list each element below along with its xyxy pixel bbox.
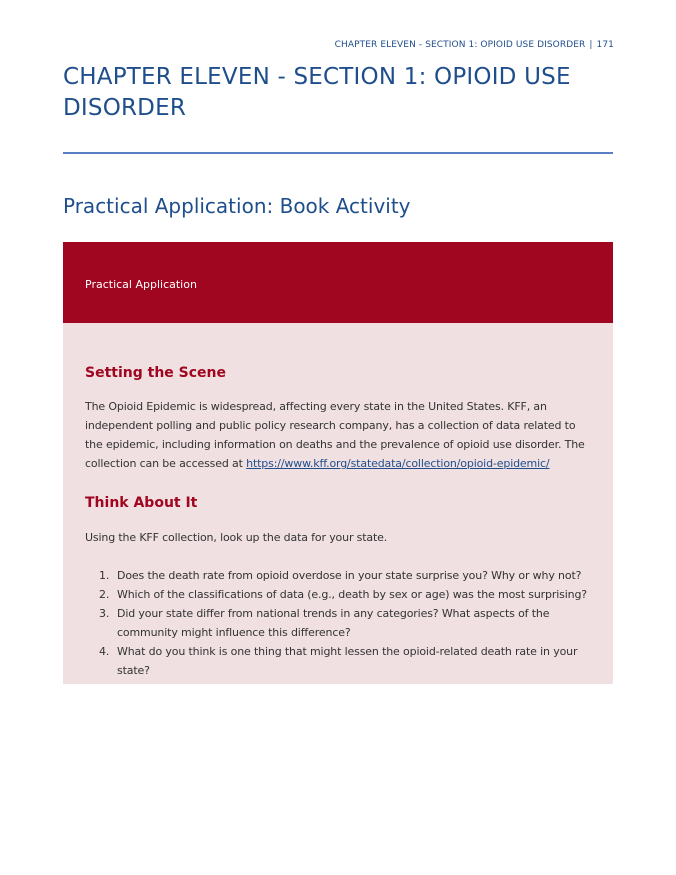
textbox-header bbox=[63, 242, 613, 323]
list-item bbox=[85, 604, 595, 642]
title-divider bbox=[63, 152, 613, 154]
scene-text: The Opioid Epidemic is widespread, affecting every state in the United States. KFF, an independent polling and public policy research company, has a collection of data related to the epidemic, including information on deaths and the prevalence of opioid use disorder. The collection can be accessed at bbox=[85, 400, 585, 470]
list-item-number: 4. bbox=[99, 645, 110, 658]
list-item-text: Does the death rate from opioid overdose in your state surprise you? Why or why not? bbox=[117, 569, 582, 582]
list-item-number: 1. bbox=[99, 569, 110, 582]
list-item-text: Did your state differ from national trends in any categories? What aspects of the community might influence this difference? bbox=[117, 607, 550, 639]
textbox-header-label: Practical Application bbox=[85, 278, 197, 291]
list-item-text: What do you think is one thing that might lessen the opioid-related death rate in your state? bbox=[117, 645, 578, 677]
section-heading: Practical Application: Book Activity bbox=[63, 194, 411, 218]
list-item bbox=[85, 585, 595, 604]
running-header-chapter: CHAPTER ELEVEN - SECTION 1: OPIOID USE DISORDER bbox=[334, 40, 586, 50]
question-list bbox=[85, 566, 595, 680]
list-item bbox=[85, 642, 595, 680]
setting-the-scene-heading: Setting the Scene bbox=[85, 365, 226, 381]
list-item bbox=[85, 566, 595, 585]
list-item-number: 3. bbox=[99, 607, 110, 620]
page-number: 171 bbox=[596, 40, 614, 50]
list-item-number: 2. bbox=[99, 588, 110, 601]
kff-collection-link[interactable]: https://www.kff.org/statedata/collection/opioid-epidemic/ bbox=[246, 457, 550, 470]
think-about-it-heading: Think About It bbox=[85, 495, 198, 511]
textbox-body bbox=[63, 323, 613, 684]
running-header-separator: | bbox=[589, 40, 593, 50]
running-header bbox=[335, 40, 614, 50]
think-about-it-intro: Using the KFF collection, look up the data for your state. bbox=[85, 531, 388, 544]
setting-the-scene-paragraph bbox=[85, 397, 595, 473]
list-item-text: Which of the classifications of data (e.g., death by sex or age) was the most surprising? bbox=[117, 588, 587, 601]
practical-application-box bbox=[63, 242, 613, 684]
chapter-title: CHAPTER ELEVEN - SECTION 1: OPIOID USE DISORDER bbox=[63, 64, 571, 121]
